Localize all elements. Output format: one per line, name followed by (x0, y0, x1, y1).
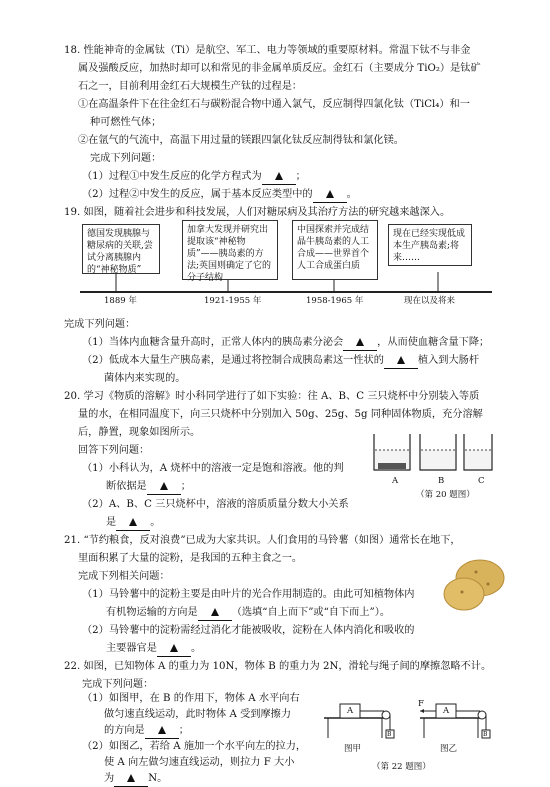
triangle-icon (326, 190, 334, 198)
q18-line-6: ②在氩气的气流中，高温下用过量的镁跟四氯化钛反应制得钛和氯化镁。 (78, 135, 404, 146)
answer-blank[interactable] (116, 516, 150, 531)
q18-sub1: （1）过程①中发生反应的化学方程式为 ； (82, 170, 306, 185)
pulley-figure-a (324, 704, 394, 738)
triangle-icon (158, 726, 166, 734)
beaker-b (420, 434, 456, 470)
beakers-figure (368, 430, 498, 480)
q21-sub1-b-text: 有机物运输的方向是 (106, 607, 198, 618)
triangle-icon (275, 172, 283, 180)
q19-sub2 (82, 354, 479, 369)
q21-line-1: 21. “节约粮食，反对浪费”已成为大家共识。人们食用的马铃薯（如图）通常长在地下， (64, 535, 461, 546)
fig-b-label-f: F (418, 699, 424, 709)
answer-blank[interactable] (313, 188, 347, 203)
timeline-year-4: 现在以及将来 (404, 296, 456, 306)
q20-sub1-a: （1）小科认为，A 烧杯中的溶液一定是饱和溶液。他的判 (82, 463, 344, 474)
beaker-label-c: C (478, 476, 485, 486)
q20-sub1-b: 断依据是 ； (106, 480, 191, 495)
fig-a-label-b: B (387, 731, 392, 738)
q18-line-7: 完成下列问题： (90, 153, 162, 164)
q18-sub2: （2）过程②中发生的反应，属于基本反应类型中的 。 (82, 188, 357, 203)
q19-sub1 (82, 336, 489, 351)
q18-line-1: 18. 性能神奇的金属钛（Ti）是航空、军工、电力等领域的重要原材料。常温下钛不与非金 (64, 45, 471, 56)
pulley-figure-b (420, 704, 490, 738)
q21-line-2: 里面积累了大量的淀粉，是我国的五种主食之一。 (78, 553, 303, 564)
answer-blank[interactable] (145, 724, 179, 739)
q21-sub1-a: （1）马铃薯中的淀粉主要是由叶片的光合作用制造的。由此可知植物体内 (82, 589, 415, 600)
fig-b-label-b: B (483, 731, 488, 738)
q18-line-2: 属及强酸反应，加热时却可以和常见的非金属单质反应。金红石（主要成分 TiO₂）是钛矿 (78, 63, 481, 74)
q20-ask: 回答下列问题： (78, 445, 150, 456)
q19-sub2-tail: 植入到大肠杆 (417, 355, 480, 366)
q22-sub1-c-text: 的方向是 (104, 725, 145, 736)
q20-line-3: 后，静置，现象如图所示。 (78, 427, 201, 438)
triangle-icon (160, 482, 168, 490)
q20-line-1: 20. 学习《物质的溶解》时小科同学进行了如下实验：往 A、B、C 三只烧杯中分别装入等质 (64, 391, 480, 402)
q19-ask: 完成下列问题： (64, 319, 136, 330)
q20-sub2-b: 是 。 (106, 516, 160, 531)
q18-sub1-text: （1）过程①中发生反应的化学方程式为 (82, 171, 262, 182)
triangle-icon (356, 338, 364, 346)
q22-sub2-c-text: 为 (104, 773, 115, 784)
q19-sub1-text: （1）当体内血糖含量升高时，正常人体内的胰岛素分泌会 (82, 337, 344, 348)
q20-caption: （第 20 题图） (416, 490, 475, 500)
q21-sub1-b (106, 606, 390, 621)
q20-sub1-b-text: 断依据是 (106, 481, 147, 492)
timeline-year-1: 1889 年 (104, 296, 137, 306)
answer-blank[interactable] (114, 772, 148, 787)
q22-sub2-c (104, 772, 167, 787)
triangle-icon (129, 518, 137, 526)
q22-sub1-b: 做匀速直线运动，此时物体 A 受到摩擦力 (104, 709, 292, 720)
q21-sub2-b: 主要器官是 。 (106, 642, 201, 657)
q22-sub2-unit: N。 (148, 773, 168, 784)
potato-image (440, 556, 508, 614)
triangle-icon (127, 774, 135, 782)
beaker-a (374, 434, 410, 470)
answer-blank[interactable] (262, 170, 296, 185)
fig-b-name: 图乙 (440, 744, 458, 754)
q19-line-1: 19. 如图，随着社会进步和科技发展，人们对糖尿病及其治疗方法的研究越来越深入。 (64, 207, 451, 218)
answer-blank[interactable] (147, 480, 181, 495)
fig-b-label-a: A (443, 706, 450, 716)
answer-blank[interactable] (157, 642, 191, 657)
answer-blank[interactable] (198, 606, 232, 621)
answer-blank[interactable] (384, 354, 418, 369)
q21-sub2-b-text: 主要器官是 (106, 643, 157, 654)
timeline-year-2: 1921-1955 年 (204, 296, 262, 306)
timeline-box-1: 德国发现胰腺与糖尿病的关联,尝试分离胰腺内的“神秘物质” (82, 224, 160, 274)
timeline-box-4: 现在已经实现低成本生产胰岛素;将来…… (388, 224, 472, 266)
q22-sub1-a: （1）如图甲，在 B 的作用下，物体 A 水平向右 (82, 693, 300, 704)
q21-sub2-a: （2）马铃薯中的淀粉需经过消化才能被吸收，淀粉在人体内消化和吸收的 (82, 625, 415, 636)
q19-sub2-text: （2）低成本大量生产胰岛素，是通过将控制合成胰岛素这一性状的 (82, 355, 384, 366)
q22-caption: （第 22 题图） (372, 762, 431, 772)
q18-sub2-text: （2）过程②中发生的反应，属于基本反应类型中的 (82, 189, 313, 200)
beaker-c (464, 434, 492, 470)
q22-sub2-b: 使 A 向左做匀速直线运动，则拉力 F 大小 (104, 757, 295, 768)
q20-line-2: 量的水，在相同温度下，向三只烧杯中分别加入 50g、25g、5g 同种固体物质，充分溶解 (78, 409, 483, 420)
answer-blank[interactable] (343, 336, 377, 351)
q22-ask: 完成下列问题： (82, 679, 154, 690)
timeline-box-3: 中国探索并完成结晶牛胰岛素的人工合成——世界首个人工合成蛋白质 (292, 220, 378, 280)
q20-sub2-a: （2）A、B、C 三只烧杯中，溶液的溶质质量分数大小关系 (82, 499, 349, 510)
triangle-icon (397, 356, 405, 364)
q20-sub2-b-text: 是 (106, 517, 117, 528)
beaker-label-a: A (392, 476, 399, 486)
triangle-icon (170, 644, 178, 652)
timeline-year-3: 1958-1965 年 (306, 296, 364, 306)
q19-sub2-line2: 菌体内来实现的。 (104, 373, 186, 384)
fig-a-name: 图甲 (344, 744, 362, 754)
q18-line-3: 石之一，目前利用金红石大规模生产钛的过程是： (78, 81, 303, 92)
beaker-label-b: B (438, 476, 445, 486)
q21-sub1-c: （选填“自上而下”或“自下而上”）。 (231, 607, 391, 618)
q22-line-1: 22. 如图，已知物体 A 的重力为 10N，物体 B 的重力为 2N，滑轮与绳子间的摩擦忽略不计。 (64, 661, 492, 672)
timeline-box-2: 加拿大发现并研究出提取该“神秘物质”——胰岛素的方法;英国则确定了它的分子结构 (182, 220, 278, 280)
q22-sub2-a: （2）如图乙，若给 A 施加一个水平向左的拉力， (82, 741, 307, 752)
fig-a-label-a: A (347, 706, 354, 716)
q18-line-4: ①在高温条件下在往金红石与碳粉混合物中通入氯气，反应制得四氯化钛（TiCl₄）和一 (78, 99, 470, 110)
q18-line-5: 种可燃性气体； (90, 117, 162, 128)
q21-ask: 完成下列相关问题： (78, 571, 170, 582)
triangle-icon (211, 608, 219, 616)
q22-sub1-c: 的方向是 ； (104, 724, 189, 739)
q19-sub1-tail: ，从而使血糖含量下降； (377, 337, 490, 348)
